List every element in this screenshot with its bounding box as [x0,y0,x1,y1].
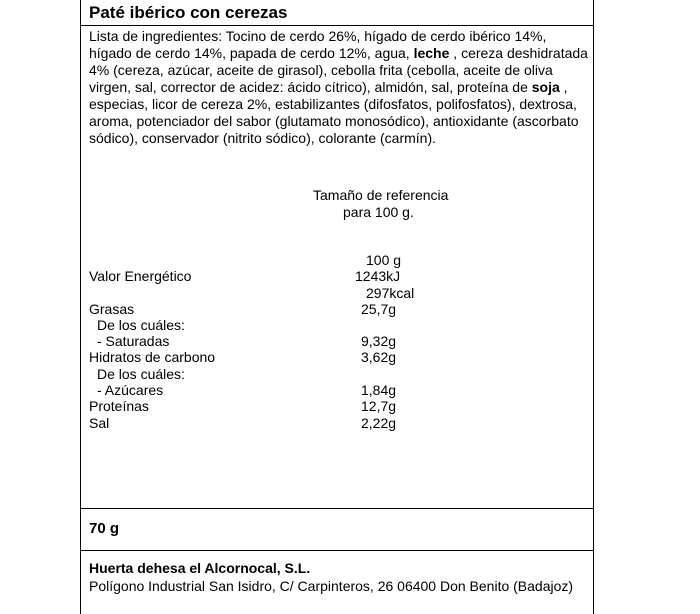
net-weight: 70 g [89,520,120,537]
nutrition-sublabel: De los cuáles: [97,366,185,382]
ingredients-text-2: , cereza deshidratada 4% (cereza, azúcar, aceite de girasol), cebolla frita (cebolla, aceite de oliva virgen, sal, corrector de acidez: ácido cítrico), almidón, sal, proteína de [89,45,588,95]
nutrition-label: Sal [89,415,110,431]
ingredients-list [89,28,589,147]
nutrition-sublabel: De los cuáles: [97,317,185,333]
nutrition-label: Valor Energético [89,268,192,284]
nutrition-value: 1,84g [361,382,397,398]
nutrition-value: 25,7g [361,301,397,317]
divider-weight [80,508,594,509]
nutrition-label: Proteínas [89,398,149,414]
nutrition-value: 2,22g [361,415,397,431]
allergen-soy: soja [531,79,560,95]
reference-line-1: Tamaño de referencia [313,187,449,203]
divider-manufacturer [80,550,594,551]
product-title: Paté ibérico con cerezas [89,3,288,22]
nutrition-sublabel: - Saturadas [97,333,170,349]
nutrition-value: 1243kJ [355,268,401,284]
manufacturer-name: Huerta dehesa el Alcornocal, S.L. [89,560,311,576]
allergen-milk: leche [413,45,450,61]
nutrition-value: 3,62g [361,349,397,365]
nutrition-value: 9,32g [361,333,397,349]
nutrition-column-header: 100 g [366,252,402,268]
nutrition-value: 297kcal [366,285,415,301]
manufacturer-address: Polígono Industrial San Isidro, C/ Carpinteros, 26 06400 Don Benito (Badajoz) [89,578,574,594]
nutrition-label: Grasas [89,301,135,317]
divider-title [80,25,594,26]
ingredients-text-1: Lista de ingredientes: Tocino de cerdo 26%, hígado de cerdo ibérico 14%, hígado de cerdo 14%, papada de cerdo 12%, agua, [89,28,547,61]
nutrition-value: 12,7g [361,398,397,414]
reference-line-2: para 100 g. [343,204,414,220]
nutrition-sublabel: - Azúcares [97,382,164,398]
ingredients-text-3: , especias, licor de cereza 2%, estabilizantes (difosfatos, polifosfatos), dextrosa, aroma, potenciador del sabor (glutamato monosódico), antioxidante (ascorbato sódico), conservador (nitrito sódico), colorante (carmín). [89,79,579,146]
nutrition-label: Hidratos de carbono [89,349,216,365]
